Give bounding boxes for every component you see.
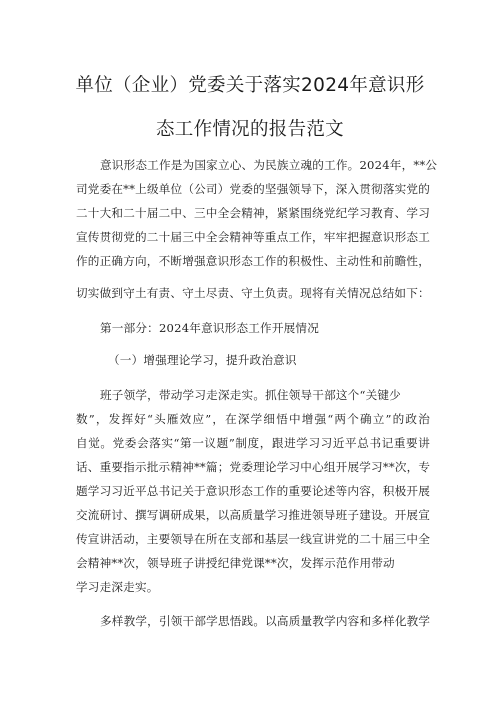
paragraph-2-line-6: 交流研讨、撰写调研成果，以高质量学习推进领导班子建设。开展宣 [76, 508, 430, 522]
paragraph-2-line-4: 话、重要指示批示精神**篇；党委理论学习中心组开展学习**次，专 [76, 460, 431, 474]
paragraph-2-line-8: 会精神**次，领导班子讲授纪律党课**次，发挥示范作用带动 [76, 556, 395, 570]
section-heading: 第一部分：2024年意识形态工作开展情况 [100, 321, 320, 335]
paragraph-1-line-3: 二十大和二十届二中、三中全会精神，紧紧围绕党纪学习教育、学习 [76, 206, 430, 220]
paragraph-2-line-9: 学习走深走实。 [76, 580, 159, 594]
paragraph-1-line-1: 意识形态工作是为国家立心、为民族立魂的工作。2024年，**公 [100, 158, 438, 172]
paragraph-1-line-6: 切实做到守土有责、守土尽责、守土负责。现将有关情况总结如下： [76, 286, 430, 300]
document-title-line-2: 态工作情况的报告范文 [155, 119, 344, 140]
subsection-heading: （一）增强理论学习，提升政治意识 [108, 353, 297, 367]
paragraph-1-line-2: 司党委在**上级单位（公司）党委的坚强领导下，深入贯彻落实党的 [76, 182, 431, 196]
paragraph-3-line-1: 多样教学，引领干部学思悟践。以高质量教学内容和多样化教学 [100, 614, 431, 628]
paragraph-2-line-5: 题学习习近平总书记关于意识形态工作的重要论述等内容，积极开展 [76, 484, 430, 498]
paragraph-2-line-3: 自觉。党委会落实“第一议题”制度，跟进学习习近平总书记重要讲 [76, 436, 430, 450]
paragraph-1-line-5: 作的正确方向，不断增强意识形态工作的积极性、主动性和前瞻性， [76, 254, 430, 268]
paragraph-2-line-7: 传宣讲活动，主要领导在所在支部和基层一线宣讲党的二十届三中全 [76, 532, 430, 546]
paragraph-2-line-2: 数”，发挥好“头雁效应”，在深学细悟中增强“两个确立”的政治 [76, 412, 430, 426]
document-title-line-1: 单位（企业）党委关于落实2024年意识形 [75, 75, 425, 96]
paragraph-1-line-4: 宣传贯彻党的二十届三中全会精神等重点工作，牢牢把握意识形态工 [76, 230, 430, 244]
paragraph-2-line-1: 班子领学，带动学习走深走实。抓住领导干部这个“关键少 [100, 388, 401, 402]
